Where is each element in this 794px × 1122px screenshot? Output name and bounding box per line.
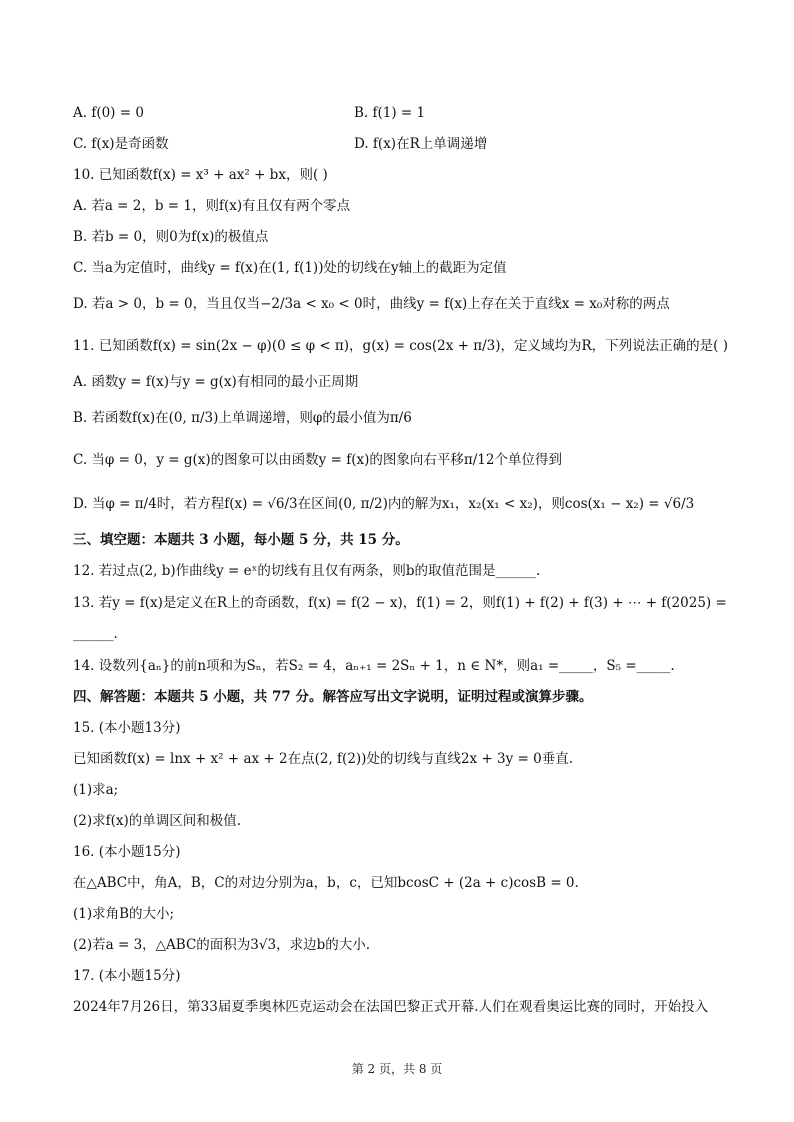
- text-line: A. 函数y = f(x)与y = g(x)有相同的最小正周期: [73, 374, 359, 390]
- text-line: C. 当φ = 0，y = g(x)的图象可以由函数y = f(x)的图象向右平移π/12个单位得到: [73, 452, 562, 468]
- text-line: 10. 已知函数f(x) = x³ + ax² + bx，则( ): [73, 167, 328, 183]
- text-line: (1)求角B的大小;: [73, 906, 175, 922]
- section-heading: 四、解答题：本题共 5 小题，共 77 分。解答应写出文字说明，证明过程或演算步骤。: [73, 689, 593, 705]
- text-line: (1)求a;: [73, 782, 119, 798]
- option-right: D. f(x)在R上单调递增: [354, 136, 488, 152]
- text-line: 在△ABC中，角A，B，C的对边分别为a，b，c，已知bcosC + (2a + c)cosB = 0.: [73, 875, 579, 891]
- text-line: B. 若b = 0，则0为f(x)的极值点: [73, 229, 269, 245]
- text-line: 11. 已知函数f(x) = sin(2x − φ)(0 ≤ φ < π)，g(x) = cos(2x + π/3)，定义域均为R，下列说法正确的是( ): [73, 338, 728, 354]
- text-line: (2)求f(x)的单调区间和极值.: [73, 813, 242, 829]
- text-line: C. f(x)是奇函数: [73, 136, 169, 152]
- text-line: 15. (本小题13分): [73, 720, 181, 736]
- text-line: 12. 若过点(2, b)作曲线y = eˣ的切线有且仅有两条，则b的取值范围是______.: [73, 563, 541, 579]
- text-line: D. 若a > 0，b = 0，当且仅当−2/3a < x₀ < 0时，曲线y = f(x)上存在关于直线x = x₀对称的两点: [73, 296, 670, 312]
- text-line: 2024年7月26日，第33届夏季奥林匹克运动会在法国巴黎正式开幕.人们在观看奥运比赛的同时，开始投入: [73, 999, 709, 1015]
- text-line: D. 当φ = π/4时，若方程f(x) = √6/3在区间(0, π/2)内的解为x₁，x₂(x₁ < x₂)，则cos(x₁ − x₂) = √6/3: [73, 496, 695, 512]
- text-line: A. 若a = 2，b = 1，则f(x)有且仅有两个零点: [73, 198, 351, 214]
- text-line: C. 当a为定值时，曲线y = f(x)在(1, f(1))处的切线在y轴上的截距为定值: [73, 260, 507, 276]
- text-line: 14. 设数列{aₙ}的前n项和为Sₙ，若S₂ = 4，aₙ₊₁ = 2Sₙ + 1，n ∈ N*，则a₁ =_____，S₅ =_____.: [73, 658, 675, 674]
- text-line: 16. (本小题15分): [73, 844, 181, 860]
- text-line: (2)若a = 3，△ABC的面积为3√3，求边b的大小.: [73, 937, 370, 953]
- text-line: 17. (本小题15分): [73, 968, 181, 984]
- text-line: 已知函数f(x) = lnx + x² + ax + 2在点(2, f(2))处的切线与直线2x + 3y = 0垂直.: [73, 751, 574, 767]
- option-right: B. f(1) = 1: [354, 105, 426, 121]
- section-heading: 三、填空题：本题共 3 小题，每小题 5 分，共 15 分。: [73, 532, 409, 548]
- page-footer: 第 2 页，共 8 页: [351, 1062, 443, 1076]
- text-line: 13. 若y = f(x)是定义在R上的奇函数，f(x) = f(2 − x)，f(1) = 2，则f(1) + f(2) + f(3) + ⋯ + f(2025) =: [73, 595, 727, 611]
- text-line: ______.: [73, 626, 118, 642]
- text-line: A. f(0) = 0: [73, 105, 144, 121]
- text-line: B. 若函数f(x)在(0, π/3)上单调递增，则φ的最小值为π/6: [73, 410, 412, 426]
